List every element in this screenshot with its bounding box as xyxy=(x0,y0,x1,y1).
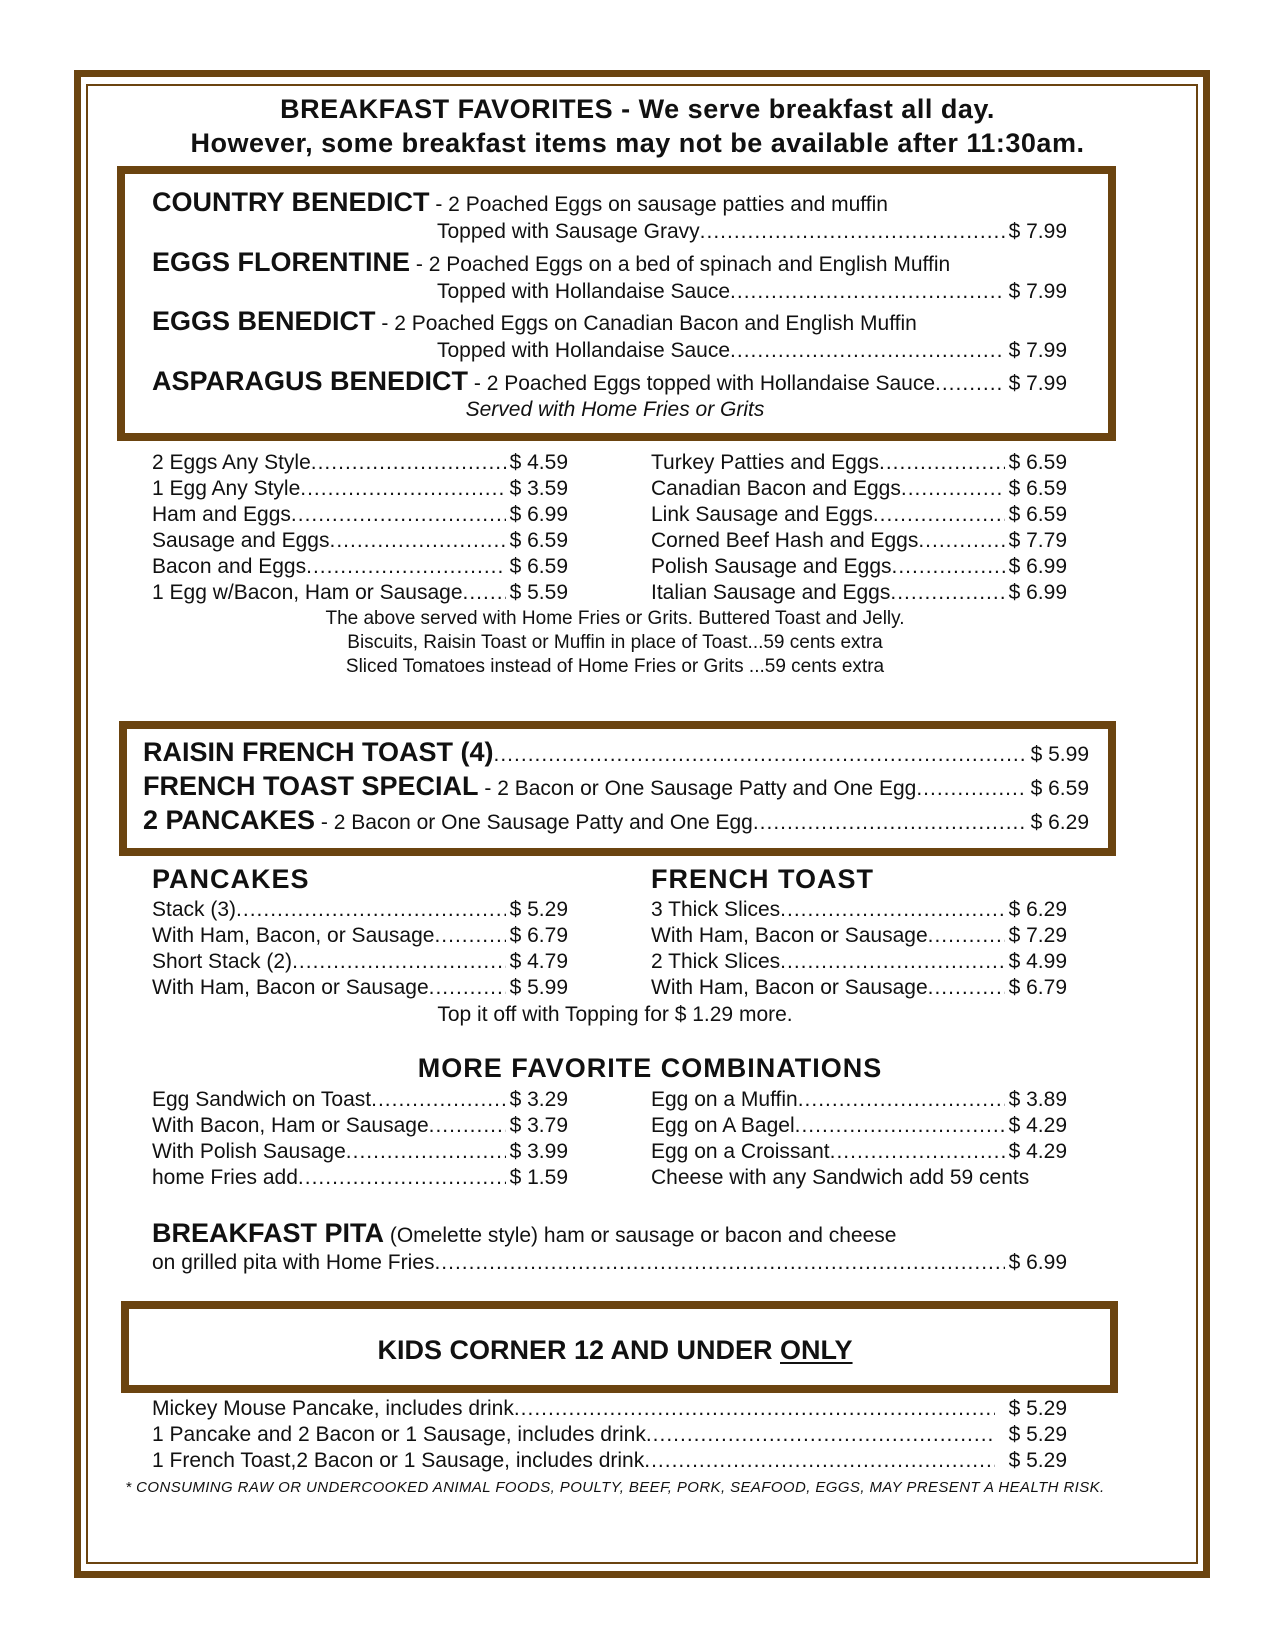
item-price: $ 6.59 xyxy=(509,529,568,552)
item-price: $ 6.59 xyxy=(1008,451,1067,474)
item-label: home Fries add xyxy=(152,1166,298,1189)
item-name: RAISIN FRENCH TOAST (4) xyxy=(143,737,494,767)
eggs-right-row xyxy=(651,477,1067,501)
benedict-served-note: Served with Home Fries or Grits xyxy=(465,398,765,421)
item-label: 1 French Toast,2 Bacon or 1 Sausage, includes drink xyxy=(152,1449,645,1472)
item-price: $ 6.59 xyxy=(509,555,568,578)
leader-dots xyxy=(780,898,1004,922)
leader-dots xyxy=(646,1423,995,1447)
item-name: ASPARAGUS BENEDICT xyxy=(152,366,469,396)
eggs-left-row xyxy=(152,477,568,501)
item-label: 1 Egg Any Style xyxy=(152,477,301,500)
header-line-1: BREAKFAST FAVORITES - We serve breakfast all day. xyxy=(280,94,995,124)
eggs-right-row xyxy=(651,581,1067,605)
leader-dots xyxy=(329,529,505,553)
leader-dots xyxy=(644,1449,994,1473)
item-label: Stack (3) xyxy=(152,898,237,921)
item-label xyxy=(152,366,935,397)
benedict-country-row xyxy=(437,220,1067,244)
eggs-note-1: The above served with Home Fries or Grits. Buttered Toast and Jelly. xyxy=(325,608,905,629)
leader-dots xyxy=(830,1140,1005,1164)
eggs-left-row xyxy=(152,503,568,527)
leader-dots xyxy=(730,280,1005,304)
item-price: $ 6.59 xyxy=(1008,503,1067,526)
leader-dots xyxy=(291,503,506,527)
item-price: $ 3.89 xyxy=(1008,1088,1067,1111)
item-price: $ 5.29 xyxy=(1008,1423,1067,1446)
leader-dots xyxy=(700,220,1005,244)
item-price: $ 3.79 xyxy=(509,1114,568,1137)
item-label: 1 Egg w/Bacon, Ham or Sausage xyxy=(152,581,463,604)
benedict-eggs-row xyxy=(437,339,1067,363)
item-desc: - 2 Poached Eggs on sausage patties and muffin xyxy=(429,193,888,216)
kids-row xyxy=(152,1397,1067,1421)
item-sub: Topped with Hollandaise Sauce xyxy=(437,339,731,362)
item-label: Polish Sausage and Eggs xyxy=(651,555,892,578)
pancakes-row xyxy=(152,898,568,922)
item-price: $ 5.29 xyxy=(1008,1397,1067,1420)
item-label xyxy=(143,737,494,768)
item-label: 2 Thick Slices xyxy=(651,950,781,973)
eggs-left-row xyxy=(152,581,568,605)
benedict-asparagus-row xyxy=(152,366,1067,397)
item-price: $ 5.29 xyxy=(509,898,568,921)
leader-dots xyxy=(434,1251,1004,1275)
item-price: $ 1.59 xyxy=(509,1166,568,1189)
leader-dots xyxy=(306,555,505,579)
item-price: $ 6.29 xyxy=(1030,811,1089,834)
item-price: $ 6.79 xyxy=(509,924,568,947)
item-price: $ 5.59 xyxy=(509,581,568,604)
item-price: $ 6.59 xyxy=(1030,777,1089,800)
leader-dots xyxy=(892,555,1005,579)
item-price: $ 4.79 xyxy=(509,950,568,973)
leader-dots xyxy=(292,950,506,974)
pita-title xyxy=(152,1218,896,1249)
item-label: Italian Sausage and Eggs xyxy=(651,581,891,604)
item-price: $ 5.99 xyxy=(509,976,568,999)
item-price: $ 6.99 xyxy=(1008,581,1067,604)
item-label: With Ham, Bacon, or Sausage xyxy=(152,924,435,947)
eggs-left-row xyxy=(152,555,568,579)
item-price: $ 4.29 xyxy=(1008,1114,1067,1137)
benedict-florentine-row xyxy=(437,280,1067,304)
leader-dots xyxy=(928,924,1005,948)
item-name: EGGS BENEDICT xyxy=(152,306,376,336)
item-label: 1 Pancake and 2 Bacon or 1 Sausage, includes drink xyxy=(152,1423,646,1446)
leader-dots xyxy=(890,581,1004,605)
item-label: Egg Sandwich on Toast xyxy=(152,1088,372,1111)
combos-right-row xyxy=(651,1114,1067,1138)
eggs-note-3: Sliced Tomatoes instead of Home Fries or Grits ...59 cents extra xyxy=(345,656,885,677)
cheese-note: Cheese with any Sandwich add 59 cents xyxy=(651,1166,1030,1189)
item-desc: - 2 Bacon or One Sausage Patty and One Egg xyxy=(315,811,753,834)
item-label: Egg on A Bagel xyxy=(651,1114,795,1137)
item-label xyxy=(143,805,753,836)
item-label: Turkey Patties and Eggs xyxy=(651,451,880,474)
item-price: $ 3.59 xyxy=(509,477,568,500)
leader-dots xyxy=(429,976,506,1000)
item-name: BREAKFAST PITA xyxy=(152,1218,385,1248)
leader-dots xyxy=(429,1114,506,1138)
kids-row xyxy=(152,1449,1067,1473)
item-price: $ 6.99 xyxy=(1008,555,1067,578)
eggs-right-row xyxy=(651,451,1067,475)
french-toast-row xyxy=(651,924,1067,948)
item-price: $ 6.29 xyxy=(1008,898,1067,921)
pancakes-row xyxy=(152,976,568,1000)
french-toast-row xyxy=(651,976,1067,1000)
item-name: COUNTRY BENEDICT xyxy=(152,187,430,217)
item-name: FRENCH TOAST SPECIAL xyxy=(143,771,479,801)
combos-left-row xyxy=(152,1166,568,1190)
item-label: Sausage and Eggs xyxy=(152,529,330,552)
header-line-2: However, some breakfast items may not be available after 11:30am. xyxy=(190,128,1085,158)
item-price: $ 7.99 xyxy=(1008,372,1067,395)
eggs-left-row xyxy=(152,529,568,553)
leader-dots xyxy=(311,451,506,475)
item-price: $ 7.79 xyxy=(1008,529,1067,552)
leader-dots xyxy=(928,976,1005,1000)
item-price: $ 6.59 xyxy=(1008,477,1067,500)
kids-title-only: ONLY xyxy=(780,1335,853,1365)
leader-dots xyxy=(494,743,1027,767)
item-sub: Topped with Hollandaise Sauce xyxy=(437,280,731,303)
item-price: $ 7.99 xyxy=(1008,339,1067,362)
special-raisin-row xyxy=(143,737,1089,768)
combos-title: MORE FAVORITE COMBINATIONS xyxy=(417,1053,883,1083)
leader-dots xyxy=(873,503,1005,527)
eggs-right-row xyxy=(651,555,1067,579)
item-desc: - 2 Bacon or One Sausage Patty and One Egg xyxy=(478,777,917,800)
pancakes-title: PANCAKES xyxy=(152,864,310,894)
leader-dots xyxy=(371,1088,506,1112)
item-price: $ 7.99 xyxy=(1008,280,1067,303)
kids-title-text: KIDS CORNER 12 AND UNDER xyxy=(377,1335,781,1365)
pancakes-row xyxy=(152,950,568,974)
item-label: 2 Eggs Any Style xyxy=(152,451,311,474)
eggs-right-row xyxy=(651,529,1067,553)
health-disclaimer: * CONSUMING RAW OR UNDERCOOKED ANIMAL FOODS, POULTY, BEEF, PORK, SEAFOOD, EGGS, MAY PRESENT A HEALTH RISK. xyxy=(125,1479,1105,1496)
combos-left-row xyxy=(152,1088,568,1112)
item-desc: - 2 Poached Eggs topped with Hollandaise Sauce xyxy=(468,372,936,395)
special-pancakes-row xyxy=(143,805,1089,836)
item-label: With Bacon, Ham or Sausage xyxy=(152,1114,429,1137)
kids-row xyxy=(152,1423,1067,1447)
item-sub: Topped with Sausage Gravy xyxy=(437,220,700,243)
combos-left-row xyxy=(152,1140,568,1164)
item-name: EGGS FLORENTINE xyxy=(152,247,411,277)
item-price: $ 4.99 xyxy=(1008,950,1067,973)
item-label: Ham and Eggs xyxy=(152,503,291,526)
topping-note: Top it off with Topping for $ 1.29 more. xyxy=(437,1003,793,1026)
item-label: 3 Thick Slices xyxy=(651,898,781,921)
french-toast-row xyxy=(651,950,1067,974)
item-desc: - 2 Poached Eggs on a bed of spinach and English Muffin xyxy=(410,253,951,276)
benedict-country-title xyxy=(152,187,888,218)
item-label: Link Sausage and Eggs xyxy=(651,503,873,526)
leader-dots xyxy=(514,1397,995,1421)
item-label xyxy=(143,771,916,802)
leader-dots xyxy=(730,339,1005,363)
eggs-left-row xyxy=(152,451,568,475)
item-price: $ 6.79 xyxy=(1008,976,1067,999)
eggs-right-row xyxy=(651,503,1067,527)
special-french-toast-row xyxy=(143,771,1089,802)
item-price: $ 3.29 xyxy=(509,1088,568,1111)
item-price: $ 6.99 xyxy=(509,503,568,526)
french-toast-row xyxy=(651,898,1067,922)
item-label: Corned Beef Hash and Eggs xyxy=(651,529,919,552)
french-toast-title: FRENCH TOAST xyxy=(651,864,875,894)
leader-dots xyxy=(935,372,1005,396)
pita-row xyxy=(152,1251,1067,1275)
item-price: $ 4.29 xyxy=(1008,1140,1067,1163)
leader-dots xyxy=(346,1140,506,1164)
item-price: $ 7.99 xyxy=(1008,220,1067,243)
item-name: 2 PANCAKES xyxy=(143,805,316,835)
item-label: Canadian Bacon and Eggs xyxy=(651,477,901,500)
leader-dots xyxy=(300,477,505,501)
leader-dots xyxy=(753,811,1027,835)
benedict-eggs-title xyxy=(152,306,917,337)
item-price: $ 7.29 xyxy=(1008,924,1067,947)
leader-dots xyxy=(236,898,506,922)
item-label: Egg on a Croissant xyxy=(651,1140,830,1163)
combos-right-row xyxy=(651,1088,1067,1112)
item-label: With Ham, Bacon or Sausage xyxy=(651,924,928,947)
kids-title xyxy=(0,1335,1230,1366)
pancakes-row xyxy=(152,924,568,948)
item-price: $ 3.99 xyxy=(509,1140,568,1163)
item-price: $ 5.29 xyxy=(1008,1449,1067,1472)
item-label: With Polish Sausage xyxy=(152,1140,346,1163)
leader-dots xyxy=(795,1114,1005,1138)
item-desc: (Omelette style) ham or sausage or bacon and cheese xyxy=(384,1224,897,1247)
item-label: With Ham, Bacon or Sausage xyxy=(152,976,429,999)
item-label: Mickey Mouse Pancake, includes drink xyxy=(152,1397,514,1420)
leader-dots xyxy=(463,581,506,605)
item-desc: - 2 Poached Eggs on Canadian Bacon and English Muffin xyxy=(375,312,917,335)
leader-dots xyxy=(918,529,1004,553)
eggs-note-2: Biscuits, Raisin Toast or Muffin in place of Toast...59 cents extra xyxy=(347,632,883,653)
item-label: Egg on a Muffin xyxy=(651,1088,798,1111)
item-price: $ 4.59 xyxy=(509,451,568,474)
combos-left-row xyxy=(152,1114,568,1138)
leader-dots xyxy=(298,1166,506,1190)
item-price: $ 6.99 xyxy=(1008,1251,1067,1274)
item-label: on grilled pita with Home Fries xyxy=(152,1251,435,1274)
leader-dots xyxy=(798,1088,1005,1112)
leader-dots xyxy=(879,451,1005,475)
leader-dots xyxy=(916,777,1026,801)
leader-dots xyxy=(780,950,1004,974)
leader-dots xyxy=(901,477,1005,501)
item-price: $ 5.99 xyxy=(1030,743,1089,766)
item-label: Short Stack (2) xyxy=(152,950,293,973)
benedict-florentine-title xyxy=(152,247,950,278)
item-label: Bacon and Eggs xyxy=(152,555,307,578)
combos-right-row xyxy=(651,1140,1067,1164)
leader-dots xyxy=(434,924,505,948)
item-label: With Ham, Bacon or Sausage xyxy=(651,976,928,999)
